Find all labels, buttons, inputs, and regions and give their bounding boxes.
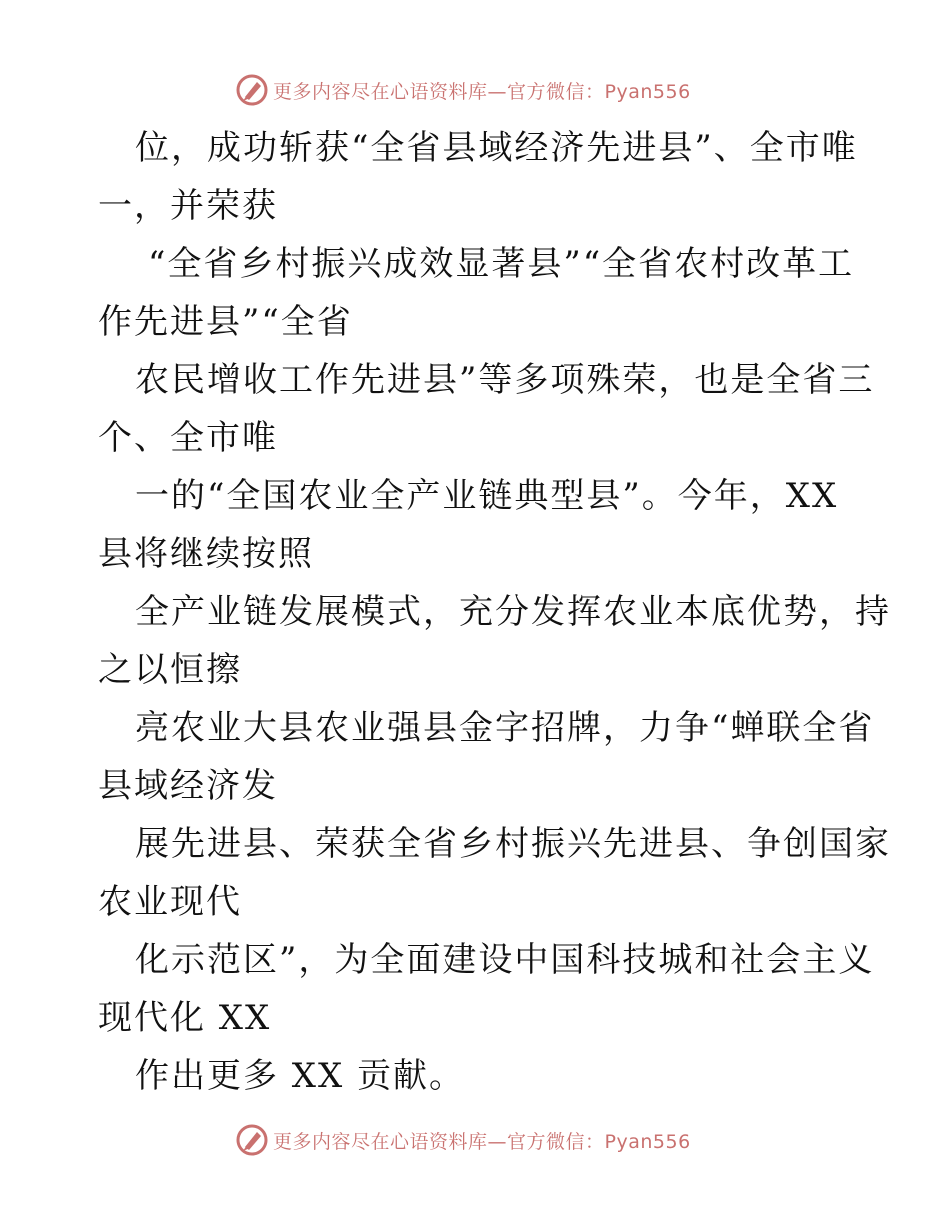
text-line: 现代化 XX [98,998,272,1038]
text-line: 农业现代 [98,882,242,922]
text-line: 作出更多 XX 贡献。 [135,1056,466,1096]
text-line: 作先进县”“全省 [98,302,353,342]
text-line: 县将继续按照 [98,534,314,574]
text-line: “全省乡村振兴成效显著县”“全省农村改革工 [148,244,855,284]
text-line: 农民增收工作先进县”等多项殊荣，也是全省三 [135,360,875,400]
text-line: 个、全市唯 [98,418,278,458]
text-line: 之以恒擦 [98,650,242,690]
text-line: 一，并荣获 [98,186,278,226]
watermark-text: 更多内容尽在心语资料库—官方微信：Pyan556 [273,1130,691,1153]
footer-watermark [235,1122,691,1158]
text-line: 位，成功斩获“全省县域经济先进县”、全市唯 [135,128,858,168]
text-line: 一的“全国农业全产业链典型县”。今年，XX [135,476,839,516]
text-line: 县域经济发 [98,766,278,806]
header-watermark [235,72,691,108]
text-line: 亮农业大县农业强县金字招牌，力争“蝉联全省 [135,708,875,748]
watermark-text: 更多内容尽在心语资料库—官方微信：Pyan556 [273,80,691,103]
text-line: 全产业链发展模式，充分发挥农业本底优势，持 [135,592,891,632]
text-line: 化示范区”，为全面建设中国科技城和社会主义 [135,940,875,980]
pen-logo-icon [235,73,269,107]
pen-logo-icon [235,1123,269,1157]
text-line: 展先进县、荣获全省乡村振兴先进县、争创国家 [135,824,891,864]
